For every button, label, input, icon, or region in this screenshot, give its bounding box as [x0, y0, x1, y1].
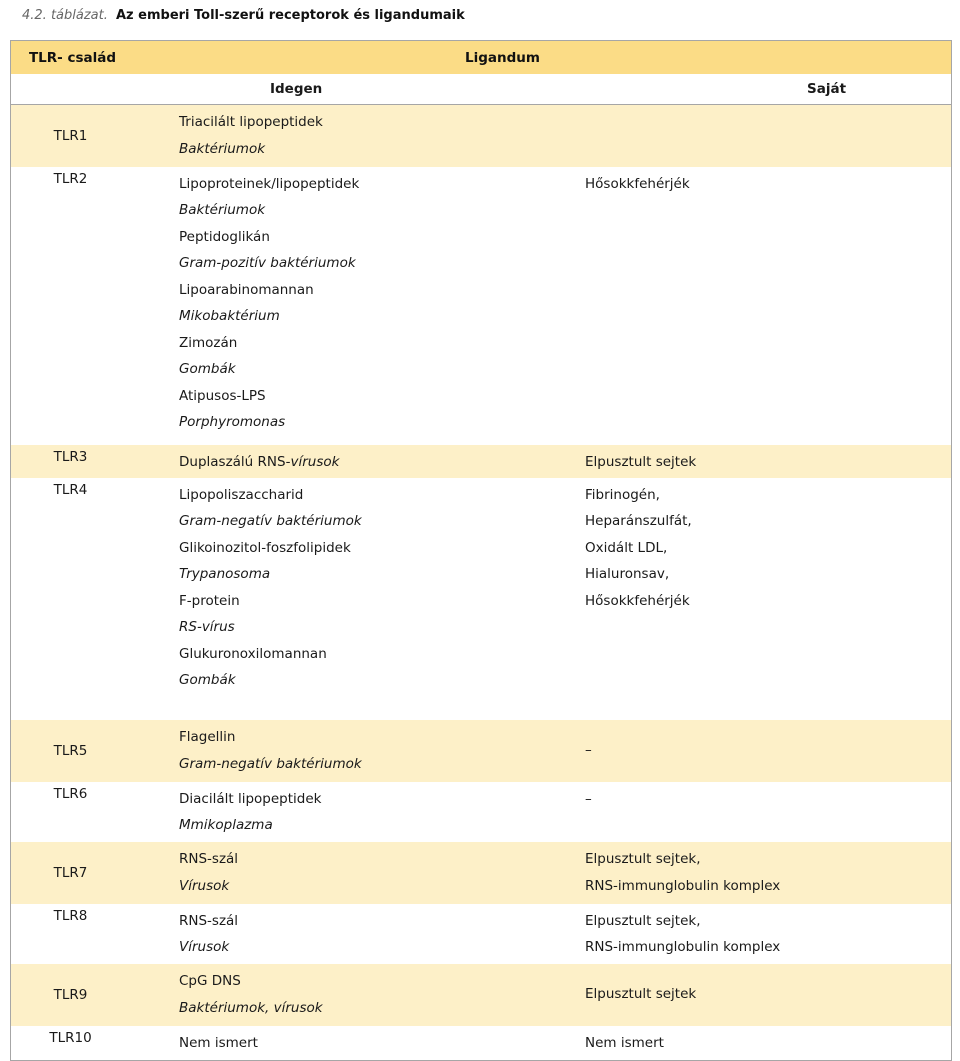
caption-label: 4.2. táblázat. — [22, 8, 108, 23]
foreign-ligand-item — [179, 968, 579, 995]
foreign-ligand-cell — [174, 105, 579, 167]
receptor-cell: TLR4 — [53, 481, 88, 498]
foreign-ligand-text: Gram-negatív baktériumok — [179, 513, 362, 529]
foreign-ligand-text: F-protein — [179, 592, 240, 609]
own-ligand-cell — [579, 842, 951, 904]
foreign-ligand-text: Baktériumok — [179, 140, 266, 157]
receptor-cell: TLR3 — [11, 445, 174, 478]
foreign-ligand-suffix: vírusok — [290, 453, 340, 470]
foreign-ligand-cell — [174, 904, 579, 964]
foreign-ligand-text: Gombák — [179, 361, 236, 377]
foreign-ligand-text: Lipoproteinek/lipopeptidek — [179, 175, 360, 192]
table-row — [11, 964, 951, 1026]
foreign-ligand-text: Diacilált lipopeptidek — [179, 790, 322, 807]
table-row — [11, 105, 951, 167]
receptor-cell: TLR6 — [53, 785, 88, 802]
table-body — [11, 105, 951, 1060]
own-ligand-cell — [579, 167, 951, 445]
header-row-sub — [11, 74, 951, 105]
foreign-ligand-item — [179, 908, 579, 935]
receptor-cell: TLR1 — [11, 105, 174, 167]
table-caption — [22, 8, 465, 23]
foreign-ligand-text: Triacilált lipopeptidek — [179, 114, 323, 131]
own-ligand-cell — [579, 904, 951, 964]
foreign-ligand-item — [179, 250, 579, 277]
foreign-ligand-text: Gombák — [179, 672, 236, 688]
foreign-ligand-text: Mmikoplazma — [179, 817, 273, 833]
foreign-ligand-item — [179, 934, 579, 961]
foreign-ligand-text: Nem ismert — [179, 1034, 258, 1051]
own-ligand-cell — [579, 478, 951, 720]
own-ligand-cell — [579, 964, 951, 1026]
receptor-cell: TLR8 — [53, 907, 88, 924]
foreign-ligand-cell — [174, 1026, 579, 1060]
foreign-ligand-text: Gram-negatív baktériumok — [179, 755, 362, 772]
foreign-ligand-item — [179, 812, 579, 839]
own-ligand-cell — [579, 1026, 951, 1060]
header-empty — [11, 74, 174, 105]
receptor-cell: TLR2 — [53, 170, 88, 187]
table-row — [11, 445, 951, 478]
own-ligand-item: Hősokkfehérjék — [585, 592, 690, 609]
foreign-ligand-text: RNS-szál — [179, 851, 239, 867]
foreign-ligand-item — [179, 751, 579, 778]
own-ligand-item: Elpusztult sejtek, — [585, 912, 701, 929]
foreign-ligand-text: Atipusos-LPS — [179, 387, 266, 404]
foreign-ligand-item — [179, 356, 579, 383]
own-ligand-item: Nem ismert — [585, 1034, 664, 1051]
foreign-ligand-cell — [174, 167, 579, 445]
foreign-ligand-item — [179, 724, 579, 751]
foreign-ligand-item — [179, 409, 579, 436]
foreign-ligand-item — [179, 535, 579, 562]
foreign-ligand-item — [179, 641, 579, 668]
foreign-ligand-item — [179, 171, 579, 198]
own-ligand-cell — [579, 782, 951, 842]
foreign-ligand-text: Lipoarabinomannan — [179, 281, 314, 298]
tlr-ligand-table — [11, 41, 951, 1060]
table-row — [11, 904, 951, 964]
foreign-ligand-item — [179, 136, 579, 163]
own-ligand-item: RNS-immunglobulin komplex — [585, 939, 781, 955]
own-ligand-item: Hősokkfehérjék — [585, 175, 690, 192]
foreign-ligand-cell — [174, 782, 579, 842]
foreign-ligand-text: Zimozán — [179, 334, 238, 351]
own-ligand-item: – — [585, 790, 592, 807]
header-family: TLR- család — [11, 41, 174, 74]
foreign-ligand-text: Mikobaktérium — [179, 308, 280, 324]
foreign-ligand-cell — [174, 478, 579, 720]
foreign-ligand-cell — [174, 842, 579, 904]
header-row-main — [11, 41, 951, 74]
table-row — [11, 782, 951, 842]
foreign-ligand-item — [179, 197, 579, 224]
foreign-ligand-item — [179, 846, 579, 873]
table-row — [11, 478, 951, 720]
foreign-ligand-item — [179, 588, 579, 615]
own-ligand-item: Heparánszulfát, — [585, 513, 692, 529]
foreign-ligand-text: Gram-pozitív baktériumok — [179, 255, 356, 271]
foreign-ligand-item — [179, 667, 579, 694]
receptor-cell: TLR5 — [11, 720, 174, 782]
own-ligand-item: Oxidált LDL, — [585, 539, 668, 556]
foreign-ligand-text: Lipopoliszaccharid — [179, 486, 304, 503]
foreign-ligand-text: Trypanosoma — [179, 566, 271, 582]
own-ligand-cell — [579, 105, 951, 167]
table-row — [11, 842, 951, 904]
foreign-ligand-item — [179, 873, 579, 900]
foreign-ligand-text: Baktériumok, vírusok — [179, 999, 323, 1016]
foreign-ligand-item — [179, 614, 579, 641]
foreign-ligand-item — [179, 224, 579, 251]
caption-title: Az emberi Toll-szerű receptorok és ligandumaik — [116, 8, 465, 23]
table-row — [11, 720, 951, 782]
receptor-cell: TLR9 — [11, 964, 174, 1026]
foreign-ligand-item — [179, 383, 579, 410]
foreign-ligand-item — [179, 482, 579, 509]
foreign-ligand-item — [179, 449, 579, 476]
foreign-ligand-item — [179, 277, 579, 304]
foreign-ligand-text: RS-vírus — [179, 619, 235, 635]
own-ligand-item: Elpusztult sejtek — [585, 986, 697, 1003]
foreign-ligand-text: Peptidoglikán — [179, 228, 270, 245]
foreign-ligand-item — [179, 1030, 579, 1057]
foreign-ligand-item — [179, 109, 579, 136]
foreign-ligand-text: Vírusok — [179, 939, 230, 955]
foreign-ligand-text: CpG DNS — [179, 973, 241, 989]
foreign-ligand-item — [179, 995, 579, 1022]
own-ligand-item: Fibrinogén, — [585, 486, 660, 503]
own-ligand-cell — [579, 445, 951, 478]
own-ligand-cell — [579, 720, 951, 782]
foreign-ligand-text: Vírusok — [179, 877, 230, 894]
own-ligand-item: Elpusztult sejtek — [585, 453, 697, 470]
foreign-ligand-item — [179, 786, 579, 813]
tlr-table-container — [10, 40, 952, 1061]
receptor-cell: TLR10 — [49, 1029, 92, 1046]
foreign-ligand-text: RNS-szál — [179, 912, 239, 929]
foreign-ligand-cell — [174, 720, 579, 782]
header-ligand: Ligandum — [174, 41, 951, 74]
foreign-ligand-text: Porphyromonas — [179, 414, 286, 430]
receptor-cell: TLR7 — [11, 842, 174, 904]
own-ligand-item: – — [585, 742, 592, 759]
header-foreign: Idegen — [174, 74, 579, 105]
own-ligand-item: Elpusztult sejtek, — [585, 851, 701, 867]
foreign-ligand-item — [179, 303, 579, 330]
foreign-ligand-cell — [174, 445, 579, 478]
foreign-ligand-cell — [174, 964, 579, 1026]
own-ligand-item: RNS-immunglobulin komplex — [585, 877, 781, 894]
foreign-ligand-text: Duplaszálú RNS- — [179, 453, 291, 470]
header-own: Saját — [579, 74, 951, 105]
foreign-ligand-text: Flagellin — [179, 729, 236, 745]
table-row — [11, 1026, 951, 1060]
foreign-ligand-text: Baktériumok — [179, 202, 266, 218]
foreign-ligand-text: Glukuronoxilomannan — [179, 645, 327, 662]
foreign-ligand-item — [179, 561, 579, 588]
table-row — [11, 167, 951, 445]
foreign-ligand-text: Glikoinozitol-foszfolipidek — [179, 539, 351, 556]
foreign-ligand-item — [179, 330, 579, 357]
foreign-ligand-item — [179, 508, 579, 535]
own-ligand-item: Hialuronsav, — [585, 566, 670, 582]
